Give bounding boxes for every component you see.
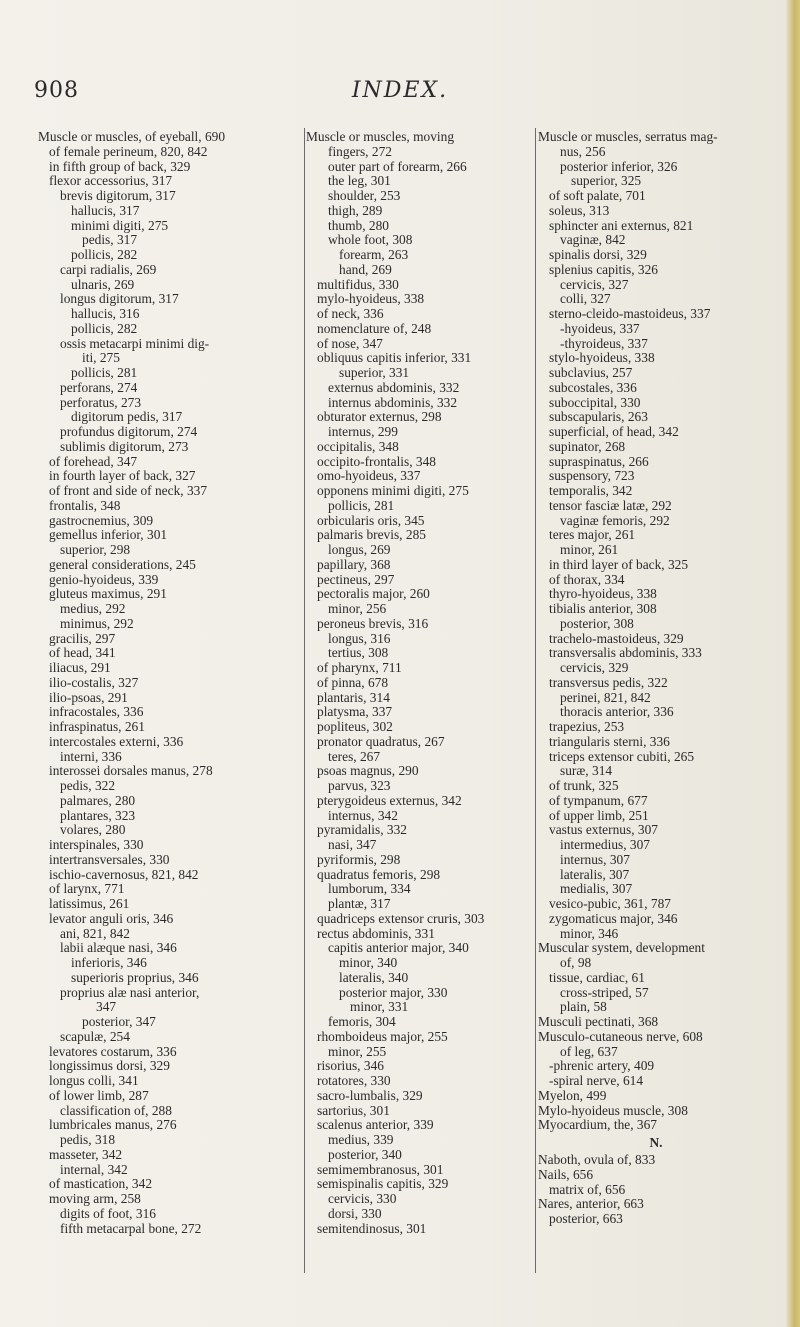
- index-entry: medius, 339: [328, 1132, 394, 1147]
- index-entry: colli, 327: [560, 291, 611, 307]
- index-entry: teres, 267: [328, 748, 381, 764]
- index-entry: vesico-pubic, 361, 787: [549, 896, 671, 911]
- page-edge: [786, 0, 800, 1327]
- index-entry: obturator externus, 298: [317, 409, 442, 425]
- index-entry: vaginæ femoris, 292: [560, 512, 670, 528]
- index-entry: internus, 342: [328, 807, 398, 823]
- index-entry: nus, 256: [560, 143, 606, 159]
- index-entry: sterno-cleido-mastoideus, 337: [549, 306, 711, 321]
- index-entry: lumbricales manus, 276: [49, 1117, 177, 1133]
- index-entry: soleus, 313: [549, 202, 610, 218]
- index-entry: rotatores, 330: [317, 1073, 391, 1088]
- index-column-1: [38, 130, 274, 1236]
- index-entry: Myelon, 499: [538, 1087, 607, 1103]
- index-entry: semispinalis capitis, 329: [317, 1176, 449, 1192]
- index-entry: superior, 298: [60, 542, 131, 557]
- index-entry: of nose, 347: [317, 335, 383, 351]
- index-entry: popliteus, 302: [317, 719, 393, 734]
- index-entry: orbicularis oris, 345: [317, 512, 425, 528]
- index-entry: posterior major, 330: [339, 984, 448, 1000]
- index-entry: plantæ, 317: [328, 896, 391, 911]
- index-entry: hand, 269: [339, 261, 392, 277]
- index-entry: intercostales externi, 336: [49, 733, 184, 749]
- index-entry: internus abdominis, 332: [328, 394, 458, 410]
- index-entry: in fourth layer of back, 327: [49, 468, 196, 484]
- index-entry: pterygoideus externus, 342: [317, 792, 462, 808]
- index-entry: latissimus, 261: [49, 896, 130, 911]
- index-entry: trachelo-mastoideus, 329: [549, 630, 684, 646]
- index-entry: supinator, 268: [549, 438, 626, 454]
- index-entry: flexor accessorius, 317: [49, 173, 173, 189]
- index-column-3: [538, 130, 774, 1227]
- index-entry: whole foot, 308: [328, 232, 413, 248]
- index-entry: medius, 292: [60, 601, 126, 616]
- index-entry: sublimis digitorum, 273: [60, 438, 189, 454]
- index-entry: supraspinatus, 266: [549, 453, 649, 469]
- index-entry: vaginæ, 842: [560, 232, 626, 248]
- index-entry: suræ, 314: [560, 763, 613, 779]
- index-entry: rectus abdominis, 331: [317, 925, 435, 941]
- index-entry: the leg, 301: [328, 173, 391, 189]
- index-entry: intertransversales, 330: [49, 851, 170, 867]
- index-entry: longus digitorum, 317: [60, 291, 179, 307]
- index-entry: internal, 342: [60, 1161, 128, 1177]
- index-entry: superioris proprius, 346: [71, 969, 199, 985]
- index-entry: Muscle or muscles, serratus mag-: [538, 129, 718, 144]
- index-entry: of, 98: [560, 955, 592, 970]
- index-entry: superficial, of head, 342: [549, 424, 679, 439]
- index-entry: Musculo-cutaneous nerve, 608: [538, 1028, 703, 1044]
- index-entry: triangularis sterni, 336: [549, 733, 670, 749]
- index-entry: dorsi, 330: [328, 1205, 382, 1221]
- index-entry: lateralis, 340: [339, 969, 409, 985]
- index-entry: minimi digiti, 275: [71, 217, 169, 233]
- index-entry: subcostales, 336: [549, 379, 637, 395]
- index-entry: Myocardium, the, 367: [538, 1117, 658, 1133]
- index-entry: -phrenic artery, 409: [549, 1058, 655, 1074]
- index-entry: matrix of, 656: [549, 1181, 626, 1197]
- index-entry: of soft palate, 701: [549, 188, 646, 203]
- index-entry: hallucis, 317: [71, 202, 140, 218]
- index-entry: platysma, 337: [317, 704, 393, 720]
- index-entry: minimus, 292: [60, 615, 134, 631]
- index-entry: spinalis dorsi, 329: [549, 247, 647, 262]
- index-entry: shoulder, 253: [328, 188, 401, 203]
- column-rule-1: [304, 128, 305, 1273]
- index-entry: of pharynx, 711: [317, 660, 402, 675]
- index-entry: internus, 307: [560, 851, 630, 867]
- index-entry: thoracis anterior, 336: [560, 704, 674, 720]
- index-entry: iti, 275: [82, 350, 120, 366]
- index-entry: tertius, 308: [328, 645, 389, 661]
- index-entry: genio-hyoideus, 339: [49, 571, 159, 587]
- index-entry: longissimus dorsi, 329: [49, 1058, 170, 1074]
- index-entry: proprius alæ nasi anterior,: [60, 984, 200, 1000]
- index-entry: carpi radialis, 269: [60, 261, 157, 277]
- index-entry: cross-striped, 57: [560, 984, 649, 1000]
- index-entry: perforatus, 273: [60, 394, 142, 410]
- index-entry: moving arm, 258: [49, 1191, 141, 1206]
- index-entry: subscapularis, 263: [549, 409, 648, 425]
- index-entry: pollicis, 281: [71, 365, 138, 380]
- index-entry: Muscular system, development: [538, 940, 705, 956]
- index-entry: mylo-hyoideus, 338: [317, 291, 425, 307]
- index-entry: nomenclature of, 248: [317, 320, 432, 336]
- index-entry: levator anguli oris, 346: [49, 910, 174, 926]
- index-entry: inferioris, 346: [71, 955, 147, 970]
- index-entry: nasi, 347: [328, 837, 377, 852]
- index-entry: perforans, 274: [60, 379, 138, 395]
- index-entry: pedis, 317: [82, 232, 138, 248]
- index-entry: scapulæ, 254: [60, 1028, 130, 1044]
- index-entry: ani, 821, 842: [60, 925, 130, 941]
- index-entry: rhomboideus major, 255: [317, 1028, 448, 1044]
- index-entry: sphincter ani externus, 821: [549, 217, 694, 233]
- index-entry: of upper limb, 251: [549, 807, 649, 823]
- index-entry: longus colli, 341: [49, 1073, 139, 1088]
- index-entry: transversus pedis, 322: [549, 674, 668, 690]
- index-entry: multifidus, 330: [317, 276, 399, 292]
- index-entry: suspensory, 723: [549, 468, 635, 484]
- index-entry: thigh, 289: [328, 202, 383, 218]
- index-entry: psoas magnus, 290: [317, 763, 419, 779]
- index-entry: outer part of forearm, 266: [328, 158, 467, 174]
- index-entry: pedis, 318: [60, 1132, 116, 1147]
- index-entry: Musculi pectinati, 368: [538, 1014, 659, 1029]
- index-entry: plantaris, 314: [317, 689, 390, 705]
- index-entry: gemellus inferior, 301: [49, 527, 168, 543]
- index-entry: superior, 331: [339, 365, 410, 380]
- index-entry: pectoralis major, 260: [317, 586, 430, 602]
- index-entry: internus, 299: [328, 424, 398, 439]
- index-entry: ilio-psoas, 291: [49, 689, 128, 705]
- index-entry: sacro-lumbalis, 329: [317, 1087, 423, 1103]
- index-entry: zygomaticus major, 346: [549, 910, 678, 926]
- index-entry: palmaris brevis, 285: [317, 527, 426, 543]
- index-entry: minor, 346: [560, 925, 619, 941]
- index-entry: trapezius, 253: [549, 719, 625, 734]
- index-entry: thyro-hyoideus, 338: [549, 586, 657, 602]
- index-entry: Mylo-hyoideus muscle, 308: [538, 1102, 688, 1118]
- index-entry: cervicis, 330: [328, 1191, 397, 1206]
- index-entry: Nails, 656: [538, 1166, 594, 1182]
- page-number: 908: [34, 78, 79, 103]
- index-entry: of female perineum, 820, 842: [49, 143, 208, 159]
- index-entry: frontalis, 348: [49, 497, 121, 513]
- index-entry: longus, 269: [328, 542, 391, 557]
- index-entry: of front and side of neck, 337: [49, 483, 208, 498]
- index-entry: parvus, 323: [328, 778, 391, 793]
- index-entry: infraspinatus, 261: [49, 719, 145, 734]
- index-entry: labii alæque nasi, 346: [60, 940, 177, 956]
- index-entry: interossei dorsales manus, 278: [49, 763, 213, 779]
- index-entry: triceps extensor cubiti, 265: [549, 748, 695, 764]
- index-entry: of leg, 637: [560, 1043, 618, 1059]
- index-entry: digitorum pedis, 317: [71, 409, 183, 425]
- index-entry: iliacus, 291: [49, 660, 111, 675]
- index-entry: ulnaris, 269: [71, 276, 135, 292]
- index-entry: -spiral nerve, 614: [549, 1073, 644, 1088]
- index-entry: gluteus maximus, 291: [49, 586, 167, 602]
- index-entry: pectineus, 297: [317, 571, 395, 587]
- index-entry: of neck, 336: [317, 306, 384, 321]
- index-entry: pyramidalis, 332: [317, 822, 408, 838]
- index-entry: risorius, 346: [317, 1058, 384, 1074]
- index-entry: interni, 336: [60, 748, 122, 764]
- index-entry: minor, 256: [328, 601, 387, 616]
- index-entry: of forehead, 347: [49, 453, 138, 469]
- index-entry: Nares, anterior, 663: [538, 1196, 644, 1212]
- index-entry: posterior inferior, 326: [560, 158, 678, 174]
- index-entry: pollicis, 282: [71, 247, 138, 262]
- index-entry: cervicis, 327: [560, 276, 629, 292]
- index-entry: obliquus capitis inferior, 331: [317, 350, 472, 366]
- index-entry: papillary, 368: [317, 556, 391, 572]
- index-entry: pronator quadratus, 267: [317, 733, 445, 749]
- page-header: [0, 78, 800, 108]
- index-entry: perinei, 821, 842: [560, 689, 651, 705]
- index-entry: minor, 255: [328, 1043, 387, 1059]
- index-entry: longus, 316: [328, 630, 391, 646]
- index-entry: superior, 325: [571, 173, 642, 189]
- index-entry: semitendinosus, 301: [317, 1220, 427, 1236]
- index-entry: posterior, 663: [549, 1211, 623, 1226]
- index-entry: pollicis, 282: [71, 320, 138, 336]
- index-entry: quadriceps extensor cruris, 303: [317, 910, 485, 926]
- section-letter: N.: [649, 1135, 663, 1150]
- index-entry: profundus digitorum, 274: [60, 424, 198, 439]
- index-entry: capitis anterior major, 340: [328, 940, 469, 956]
- index-entry: -hyoideus, 337: [560, 320, 640, 336]
- index-entry: posterior, 308: [560, 615, 634, 631]
- index-entry: stylo-hyoideus, 338: [549, 350, 655, 366]
- index-entry: lateralis, 307: [560, 866, 630, 882]
- index-entry: minor, 261: [560, 542, 619, 557]
- index-entry: opponens minimi digiti, 275: [317, 483, 469, 498]
- index-entry: of lower limb, 287: [49, 1087, 149, 1103]
- index-entry: digits of foot, 316: [60, 1205, 156, 1221]
- index-entry: levatores costarum, 336: [49, 1043, 177, 1059]
- index-entry: interspinales, 330: [49, 837, 144, 852]
- index-entry: -thyroideus, 337: [560, 335, 648, 351]
- index-entry: fifth metacarpal bone, 272: [60, 1220, 202, 1236]
- index-entry: in third layer of back, 325: [549, 556, 689, 572]
- index-entry: of larynx, 771: [49, 881, 125, 897]
- index-entry: scalenus anterior, 339: [317, 1117, 434, 1133]
- index-entry: tissue, cardiac, 61: [549, 969, 645, 985]
- index-entry: transversalis abdominis, 333: [549, 645, 702, 661]
- index-entry: minor, 331: [350, 999, 409, 1015]
- index-entry: of tympanum, 677: [549, 792, 648, 808]
- index-entry: thumb, 280: [328, 217, 390, 233]
- index-entry: fingers, 272: [328, 143, 392, 159]
- index-entry: Naboth, ovula of, 833: [538, 1152, 656, 1167]
- index-entry: pollicis, 281: [328, 497, 395, 513]
- index-entry: general considerations, 245: [49, 556, 196, 572]
- index-entry: in fifth group of back, 329: [49, 158, 191, 174]
- index-entry: tensor fasciæ latæ, 292: [549, 497, 672, 513]
- index-entry: femoris, 304: [328, 1014, 396, 1029]
- index-entry: classification of, 288: [60, 1102, 172, 1118]
- index-entry: occipitalis, 348: [317, 438, 399, 454]
- index-entry: ischio-cavernosus, 821, 842: [49, 866, 199, 882]
- index-entry: minor, 340: [339, 955, 398, 970]
- index-entry: plantares, 323: [60, 807, 136, 823]
- index-entry: quadratus femoris, 298: [317, 866, 441, 882]
- index-entry: semimembranosus, 301: [317, 1161, 444, 1177]
- index-entry: splenius capitis, 326: [549, 261, 658, 277]
- index-entry: plain, 58: [560, 999, 607, 1015]
- index-entry: volares, 280: [60, 822, 126, 838]
- index-entry: externus abdominis, 332: [328, 379, 460, 395]
- index-entry: palmares, 280: [60, 792, 136, 808]
- index-entry: vastus externus, 307: [549, 822, 658, 838]
- index-entry: pedis, 322: [60, 778, 116, 793]
- index-entry: ilio-costalis, 327: [49, 674, 139, 690]
- index-entry: of pinna, 678: [317, 674, 389, 690]
- index-entry: of trunk, 325: [549, 778, 619, 793]
- index-entry: of head, 341: [49, 645, 116, 661]
- index-column-2: [306, 130, 542, 1236]
- index-entry: sartorius, 301: [317, 1102, 390, 1118]
- index-entry: Muscle or muscles, moving: [306, 129, 455, 144]
- index-entry: 347: [96, 999, 117, 1015]
- index-entry: suboccipital, 330: [549, 394, 641, 410]
- index-entry: subclavius, 257: [549, 365, 633, 380]
- running-head: INDEX.: [351, 78, 449, 103]
- index-entry: of thorax, 334: [549, 571, 625, 587]
- index-entry: medialis, 307: [560, 881, 633, 897]
- index-entry: hallucis, 316: [71, 306, 140, 321]
- index-entry: omo-hyoideus, 337: [317, 468, 421, 484]
- index-entry: forearm, 263: [339, 247, 409, 262]
- index-entry: gastrocnemius, 309: [49, 512, 154, 528]
- index-entry: posterior, 340: [328, 1146, 402, 1162]
- index-entry: Muscle or muscles, of eyeball, 690: [38, 129, 226, 144]
- index-entry: temporalis, 342: [549, 483, 633, 498]
- index-entry: infracostales, 336: [49, 704, 144, 720]
- index-entry: intermedius, 307: [560, 837, 651, 852]
- index-entry: gracilis, 297: [49, 630, 116, 646]
- index-entry: brevis digitorum, 317: [60, 188, 176, 203]
- index-entry: ossis metacarpi minimi dig-: [60, 335, 210, 351]
- index-entry: cervicis, 329: [560, 660, 629, 675]
- index-entry: posterior, 347: [82, 1014, 156, 1029]
- index-entry: of mastication, 342: [49, 1176, 153, 1192]
- index-entry: masseter, 342: [49, 1146, 123, 1162]
- index-entry: pyriformis, 298: [317, 851, 401, 867]
- index-entry: peroneus brevis, 316: [317, 615, 429, 631]
- index-entry: teres major, 261: [549, 527, 636, 543]
- index-entry: tibialis anterior, 308: [549, 601, 657, 616]
- index-entry: occipito-frontalis, 348: [317, 453, 436, 469]
- index-entry: lumborum, 334: [328, 881, 411, 897]
